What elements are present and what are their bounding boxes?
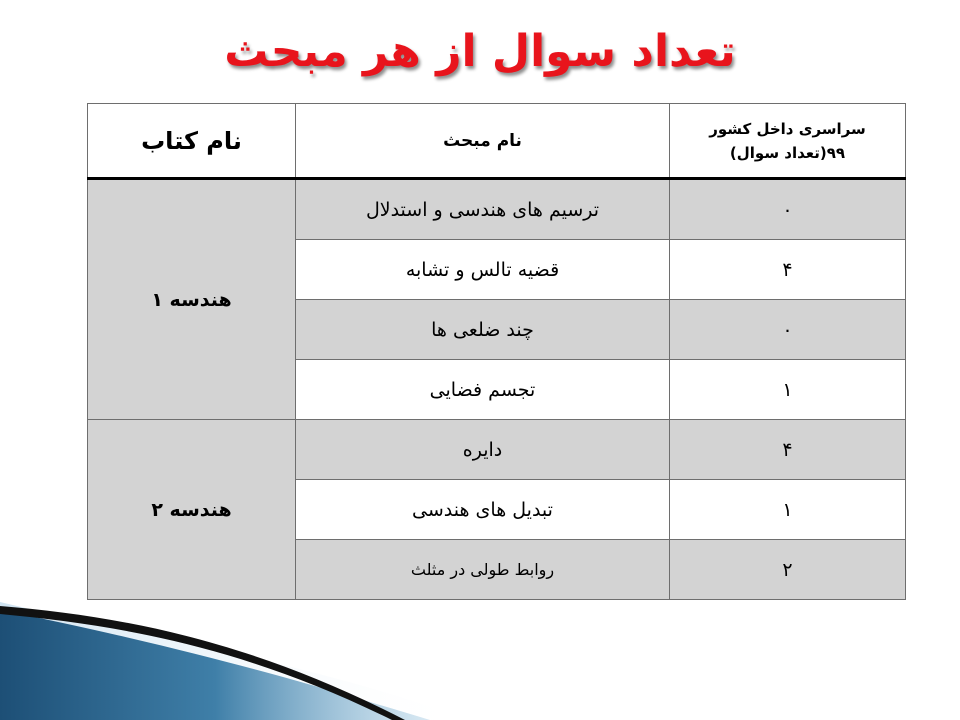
topic-cell: تبدیل های هندسی <box>296 480 670 540</box>
topic-cell: روابط طولی در مثلث <box>296 540 670 600</box>
table-header-row <box>88 104 906 179</box>
question-count-cell: ۰ <box>670 300 906 360</box>
table-row <box>88 179 906 240</box>
question-count-cell: ۰ <box>670 179 906 240</box>
question-count-cell: ۴ <box>670 240 906 300</box>
question-count-cell: ۱ <box>670 360 906 420</box>
book-cell-geometry-1: هندسه ۱ <box>88 179 296 420</box>
header-topic-name: نام مبحث <box>296 104 670 179</box>
header-book-name: نام کتاب <box>88 104 296 179</box>
table-row <box>88 420 906 480</box>
topic-cell: ترسیم های هندسی و استدلال <box>296 179 670 240</box>
topic-cell: چند ضلعی ها <box>296 300 670 360</box>
question-count-cell: ۱ <box>670 480 906 540</box>
question-count-cell: ۲ <box>670 540 906 600</box>
topic-cell: قضیه تالس و تشابه <box>296 240 670 300</box>
page-title: تعداد سوال از هر مبحث <box>224 26 736 77</box>
topic-cell: تجسم فضایی <box>296 360 670 420</box>
header-question-count <box>670 104 906 179</box>
header-count-line2: ۹۹(تعداد سوال) <box>729 143 846 162</box>
question-count-cell: ۴ <box>670 420 906 480</box>
book-cell-geometry-2: هندسه ۲ <box>88 420 296 600</box>
topic-cell: دایره <box>296 420 670 480</box>
topics-table <box>87 103 906 600</box>
header-count-line1: سراسری داخل کشور <box>709 119 866 138</box>
